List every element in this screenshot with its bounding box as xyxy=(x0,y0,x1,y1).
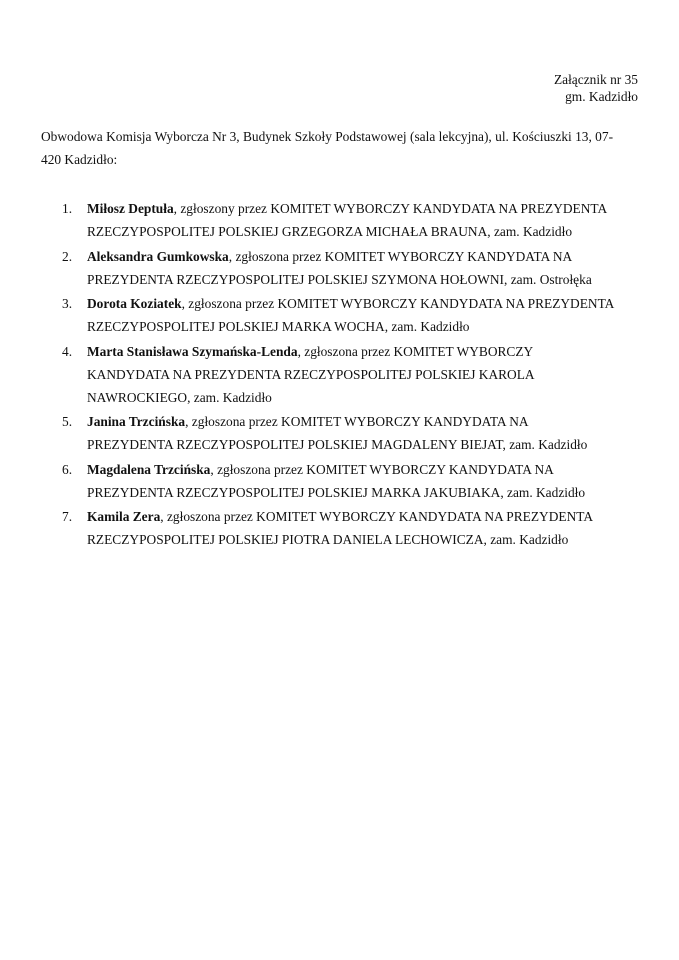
list-item xyxy=(41,245,641,291)
member-name: Magdalena Trzcińska xyxy=(87,461,211,477)
member-details: , zgłoszona przez KOMITET WYBORCZY KANDYDATA NA PREZYDENTA xyxy=(160,509,594,524)
annex-number: Załącznik nr 35 xyxy=(553,72,638,87)
member-name: Marta Stanisława Szymańska-Lenda xyxy=(87,343,298,359)
member-name: Kamila Zera xyxy=(87,509,161,524)
list-item xyxy=(41,505,641,551)
member-details: , zgłoszony przez KOMITET WYBORCZY KANDYDATA NA PREZYDENTA xyxy=(173,201,608,216)
item-number: 7. xyxy=(62,509,73,524)
member-details: , zgłoszona przez KOMITET WYBORCZY KANDYDATA NA xyxy=(185,414,529,429)
list-item xyxy=(41,340,641,409)
list-item xyxy=(41,292,641,338)
list-item xyxy=(41,197,641,243)
item-number: 5. xyxy=(62,414,73,429)
member-name: Miłosz Deptuła xyxy=(87,201,174,216)
members-list xyxy=(41,197,641,553)
member-details-line: PREZYDENTA RZECZYPOSPOLITEJ POLSKIEJ SZYMONA HOŁOWNI, zam. Ostrołęka xyxy=(87,271,592,287)
member-details: , zgłoszona przez KOMITET WYBORCZY KANDYDATA NA xyxy=(228,248,573,264)
intro-line-1: Obwodowa Komisja Wyborcza Nr 3, Budynek Szkoły Podstawowej (sala lekcyjna), ul. Kościuszki 13, 07- xyxy=(41,129,614,144)
member-details: , zgłoszona przez KOMITET WYBORCZY xyxy=(297,343,534,359)
item-number: 6. xyxy=(62,461,73,477)
annex-header xyxy=(554,71,638,105)
member-details-line: RZECZYPOSPOLITEJ POLSKIEJ PIOTRA DANIELA LECHOWICZA, zam. Kadzidło xyxy=(87,532,569,547)
member-details-line: NAWROCKIEGO, zam. Kadzidło xyxy=(87,389,272,405)
municipality: gm. Kadzidło xyxy=(565,89,638,104)
item-number: 1. xyxy=(62,201,73,216)
member-details: , zgłoszona przez KOMITET WYBORCZY KANDYDATA NA PREZYDENTA xyxy=(181,296,615,311)
item-number: 3. xyxy=(62,296,73,311)
member-name: Janina Trzcińska xyxy=(87,414,186,429)
commission-intro xyxy=(41,125,641,171)
member-details-line: PREZYDENTA RZECZYPOSPOLITEJ POLSKIEJ MARKA JAKUBIAKA, zam. Kadzidło xyxy=(87,484,586,500)
member-details-line: RZECZYPOSPOLITEJ POLSKIEJ MARKA WOCHA, zam. Kadzidło xyxy=(87,319,470,334)
member-details-line: KANDYDATA NA PREZYDENTA RZECZYPOSPOLITEJ POLSKIEJ KAROLA xyxy=(87,366,535,382)
intro-line-2: 420 Kadzidło: xyxy=(41,152,118,167)
list-item xyxy=(41,410,641,456)
list-item xyxy=(41,458,641,504)
member-details-line: RZECZYPOSPOLITEJ POLSKIEJ GRZEGORZA MICHAŁA BRAUNA, zam. Kadzidło xyxy=(87,224,573,239)
item-number: 2. xyxy=(62,248,73,264)
item-number: 4. xyxy=(62,343,73,359)
member-details-line: PREZYDENTA RZECZYPOSPOLITEJ POLSKIEJ MAGDALENY BIEJAT, zam. Kadzidło xyxy=(87,437,588,452)
member-name: Aleksandra Gumkowska xyxy=(87,248,229,264)
member-details: , zgłoszona przez KOMITET WYBORCZY KANDYDATA NA xyxy=(210,461,554,477)
member-name: Dorota Koziatek xyxy=(87,296,182,311)
